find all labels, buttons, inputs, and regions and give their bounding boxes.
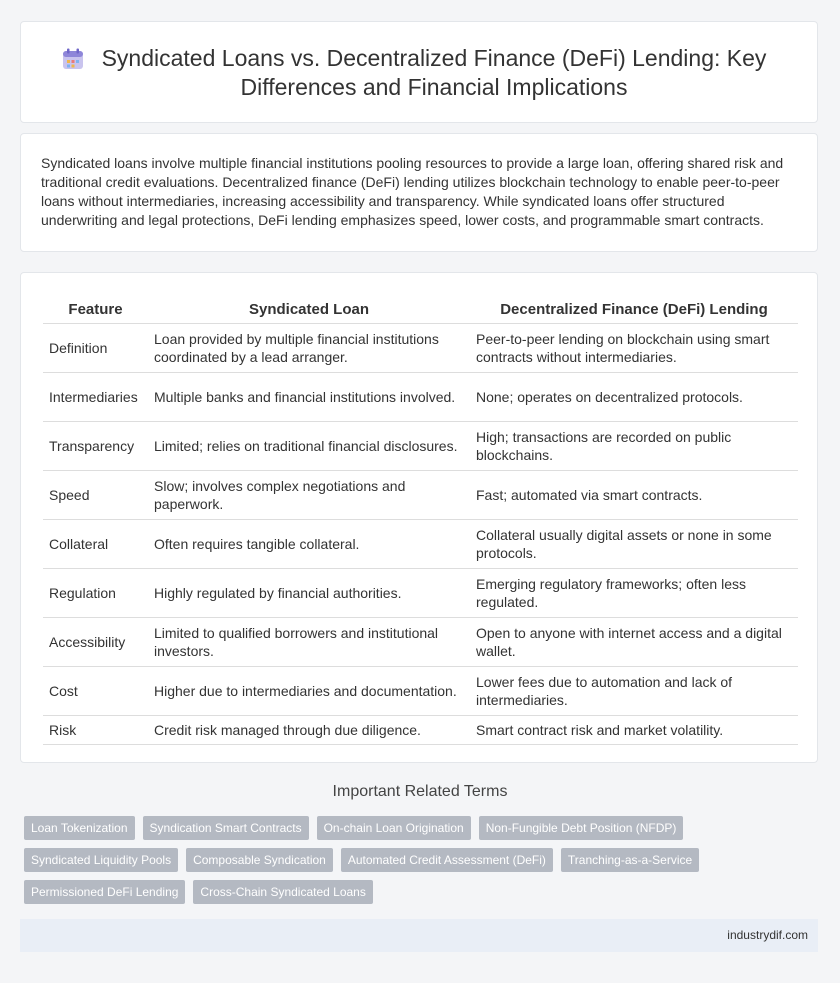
related-term-tag[interactable]: Tranching-as-a-Service [561,848,699,872]
page-title: Syndicated Loans vs. Decentralized Finance (DeFi) Lending: Key Differences and Financial Implications [101,45,767,100]
header-card [20,21,818,123]
intro-card [20,133,818,252]
feature-cell: Speed [43,471,148,520]
syndicated-cell: Loan provided by multiple financial institutions coordinated by a lead arranger. [148,324,470,373]
table-row [43,373,798,422]
defi-cell: Lower fees due to automation and lack of intermediaries. [470,667,798,716]
feature-cell: Collateral [43,520,148,569]
feature-cell: Accessibility [43,618,148,667]
syndicated-cell: Slow; involves complex negotiations and paperwork. [148,471,470,520]
related-term-tag[interactable]: Loan Tokenization [24,816,135,840]
related-terms-list [24,816,814,904]
feature-cell: Regulation [43,569,148,618]
syndicated-cell: Limited; relies on traditional financial disclosures. [148,422,470,471]
related-term-tag[interactable]: Syndication Smart Contracts [143,816,309,840]
defi-cell: Collateral usually digital assets or none in some protocols. [470,520,798,569]
defi-cell: Smart contract risk and market volatility. [470,716,798,745]
defi-cell: Peer-to-peer lending on blockchain using smart contracts without intermediaries. [470,324,798,373]
table-row [43,618,798,667]
related-term-tag[interactable]: Cross-Chain Syndicated Loans [193,880,372,904]
syndicated-cell: Highly regulated by financial authorities. [148,569,470,618]
footer-site-link[interactable]: industrydif.com [727,928,808,942]
defi-cell: High; transactions are recorded on public blockchains. [470,422,798,471]
defi-cell: Open to anyone with internet access and a digital wallet. [470,618,798,667]
column-header-syndicated: Syndicated Loan [148,295,470,324]
footer [20,919,818,952]
table-row [43,324,798,373]
related-term-tag[interactable]: Automated Credit Assessment (DeFi) [341,848,553,872]
related-term-tag[interactable]: Non-Fungible Debt Position (NFDP) [479,816,684,840]
comparison-table [43,295,798,745]
syndicated-cell: Limited to qualified borrowers and institutional investors. [148,618,470,667]
related-term-tag[interactable]: Permissioned DeFi Lending [24,880,185,904]
syndicated-cell: Higher due to intermediaries and documentation. [148,667,470,716]
table-row [43,667,798,716]
column-header-feature: Feature [43,295,148,324]
table-row [43,422,798,471]
table-row [43,471,798,520]
defi-cell: None; operates on decentralized protocols. [470,373,798,422]
feature-cell: Transparency [43,422,148,471]
table-header-row [43,295,798,324]
feature-cell: Cost [43,667,148,716]
related-terms-title: Important Related Terms [332,783,508,800]
syndicated-cell: Multiple banks and financial institutions involved. [148,373,470,422]
table-row [43,569,798,618]
related-term-tag[interactable]: On-chain Loan Origination [317,816,471,840]
feature-cell: Intermediaries [43,373,148,422]
syndicated-cell: Often requires tangible collateral. [148,520,470,569]
feature-cell: Risk [43,716,148,745]
related-term-tag[interactable]: Syndicated Liquidity Pools [24,848,178,872]
intro-paragraph: Syndicated loans involve multiple financial institutions pooling resources to provide a large loan, offering shared risk and traditional credit evaluations. Decentralized finance (DeFi) lending utilizes blockchain technology to enable peer-to-peer loans without intermediaries, increasing accessibility and transparency. While syndicated loans offer structured underwriting and legal protections, DeFi lending emphasizes speed, lower costs, and programmable smart contracts. [41,155,784,228]
defi-cell: Emerging regulatory frameworks; often less regulated. [470,569,798,618]
feature-cell: Definition [43,324,148,373]
related-term-tag[interactable]: Composable Syndication [186,848,333,872]
defi-cell: Fast; automated via smart contracts. [470,471,798,520]
table-row [43,520,798,569]
column-header-defi: Decentralized Finance (DeFi) Lending [470,295,798,324]
comparison-table-card [20,272,818,763]
syndicated-cell: Credit risk managed through due diligence. [148,716,470,745]
table-row [43,716,798,745]
